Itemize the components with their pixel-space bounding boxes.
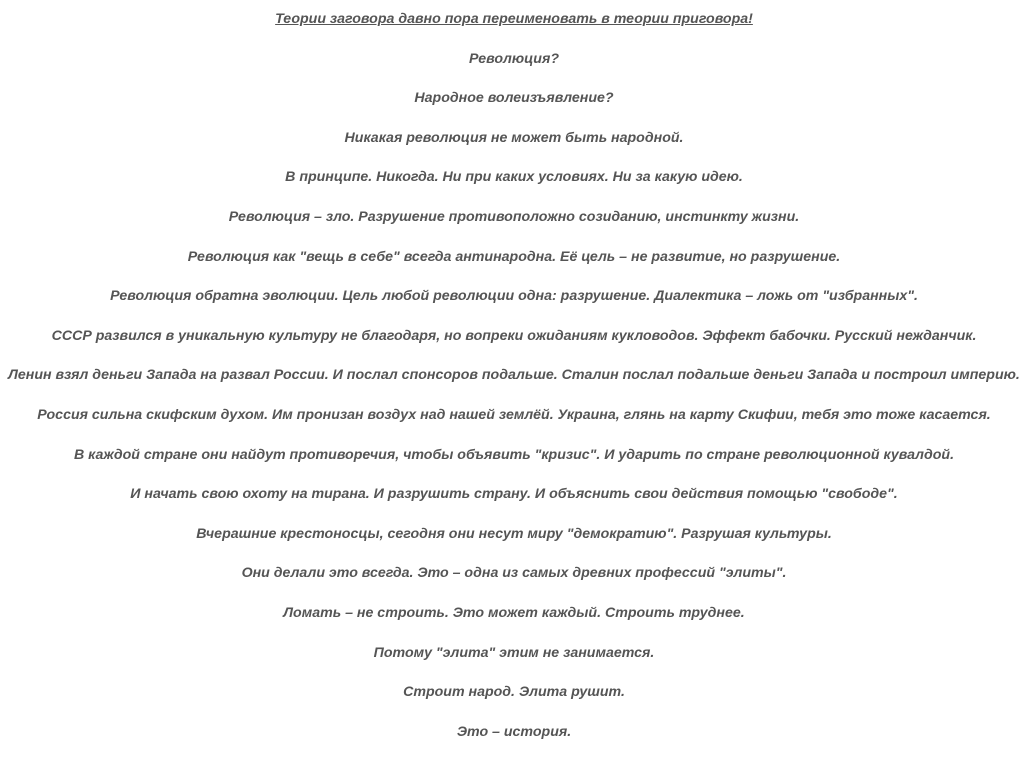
text-line: СССР развился в уникальную культуру не благодаря, но вопреки ожиданиям кукловодов. Эффект бабочки. Русский нежданчик. xyxy=(51,327,977,344)
text-line: Они делали это всегда. Это – одна из самых древних профессий "элиты". xyxy=(241,565,787,582)
text-line: И начать свою охоту на тирана. И разрушить страну. И объяснить свои действия помощью "свободе". xyxy=(130,486,898,503)
text-line: В каждой стране они найдут противоречия, чтобы объявить "кризис". И ударить по стране революционной кувалдой. xyxy=(73,446,955,463)
document-title: Теории заговора давно пора переименовать в теории приговора! xyxy=(275,11,753,27)
text-line: Никакая революция не может быть народной. xyxy=(344,129,684,146)
text-line: Ленин взял деньги Запада на развал России. И послал спонсоров подальше. Сталин послал подальше деньги Запада и построил империю. xyxy=(8,367,1020,384)
text-line: Народное волеизъявление? xyxy=(414,90,614,107)
text-line: Это – история. xyxy=(456,723,572,740)
text-line: Строит народ. Элита рушит. xyxy=(403,684,625,701)
text-line: Революция обратна эволюции. Цель любой революции одна: разрушение. Диалектика – ложь от "избранных". xyxy=(110,288,918,305)
text-line: Вчерашние крестоносцы, сегодня они несут миру "демократию". Разрушая культуры. xyxy=(196,525,832,542)
text-line: Ломать – не строить. Это может каждый. Строить труднее. xyxy=(283,604,745,621)
text-line: В принципе. Никогда. Ни при каких условиях. Ни за какую идею. xyxy=(285,169,743,186)
text-line: Потому "элита" этим не занимается. xyxy=(373,644,655,661)
text-line: Революция? xyxy=(469,50,559,67)
text-line: Россия сильна скифским духом. Им пронизан воздух над нашей землёй. Украина, глянь на карту Скифии, тебя это тоже касается. xyxy=(37,406,991,423)
text-line: Революция как "вещь в себе" всегда антинародна. Её цель – не развитие, но разрушение. xyxy=(187,248,841,265)
text-line: Революция – зло. Разрушение противоположно созиданию, инстинкту жизни. xyxy=(228,208,800,225)
